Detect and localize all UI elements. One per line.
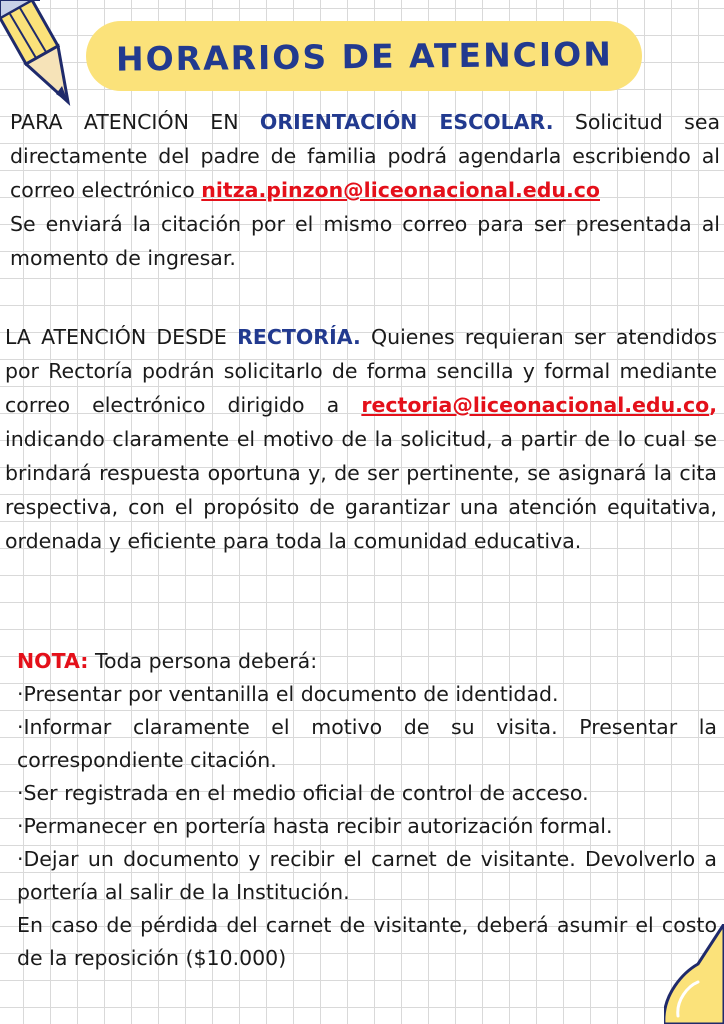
rectoria-lead: LA ATENCIÓN DESDE [5,325,238,349]
nota-heading [17,645,717,678]
page-title: HORARIOS DE ATENCION [115,33,613,79]
list-item: ·Presentar por ventanilla el documento de identidad. [17,682,559,706]
orientacion-lead: PARA ATENCIÓN EN [10,110,260,134]
list-item: ·Permanecer en portería hasta recibir autorización formal. [17,814,613,838]
orientacion-highlight: ORIENTACIÓN ESCOLAR. [259,110,554,134]
rectoria-highlight: RECTORÍA. [237,325,361,349]
list-item: ·Informar claramente el motivo de su visita. Presentar la correspondiente citación. [17,715,717,772]
rectoria-text: Quienes requieran ser atendidos por Rectoría podrán solicitarlo de forma sencilla y formal mediante correo electrónico dirigido a [5,325,718,417]
nota-section [17,645,717,975]
list-item: ·Ser registrada en el medio oficial de control de acceso. [17,781,589,805]
orientacion-text: Solicitud sea directamente del padre de familia podrá agendarla escribiendo al correo electrónico [10,110,721,202]
nota-label: NOTA: [17,649,89,673]
list-item: ·Dejar un documento y recibir el carnet de visitante. Devolverlo a portería al salir de la Institución. [17,847,717,904]
rectoria-paragraph [5,320,717,558]
orientacion-email-link[interactable]: nitza.pinzon@liceonacional.edu.co [201,178,600,202]
rectoria-text-2: indicando claramente el motivo de la solicitud, a partir de lo cual se brindará respuesta oportuna y, de ser pertinente, se asignará la cita respectiva, con el propósito de garantizar una atención equitativa, ordenada y eficiente para toda la comunidad educativa. [5,427,717,553]
rectoria-comma: , [709,393,717,417]
rectoria-email-link[interactable]: rectoria@liceonacional.edu.co [361,393,710,417]
orientacion-note: Se enviará la citación por el mismo correo para ser presentada al momento de ingresar. [10,212,720,270]
nota-intro: Toda persona deberá: [88,649,318,673]
orientacion-paragraph [10,105,720,275]
nota-closing: En caso de pérdida del carnet de visitante, deberá asumir el costo de la reposición ($10.000) [17,913,717,970]
title-banner [86,21,642,91]
